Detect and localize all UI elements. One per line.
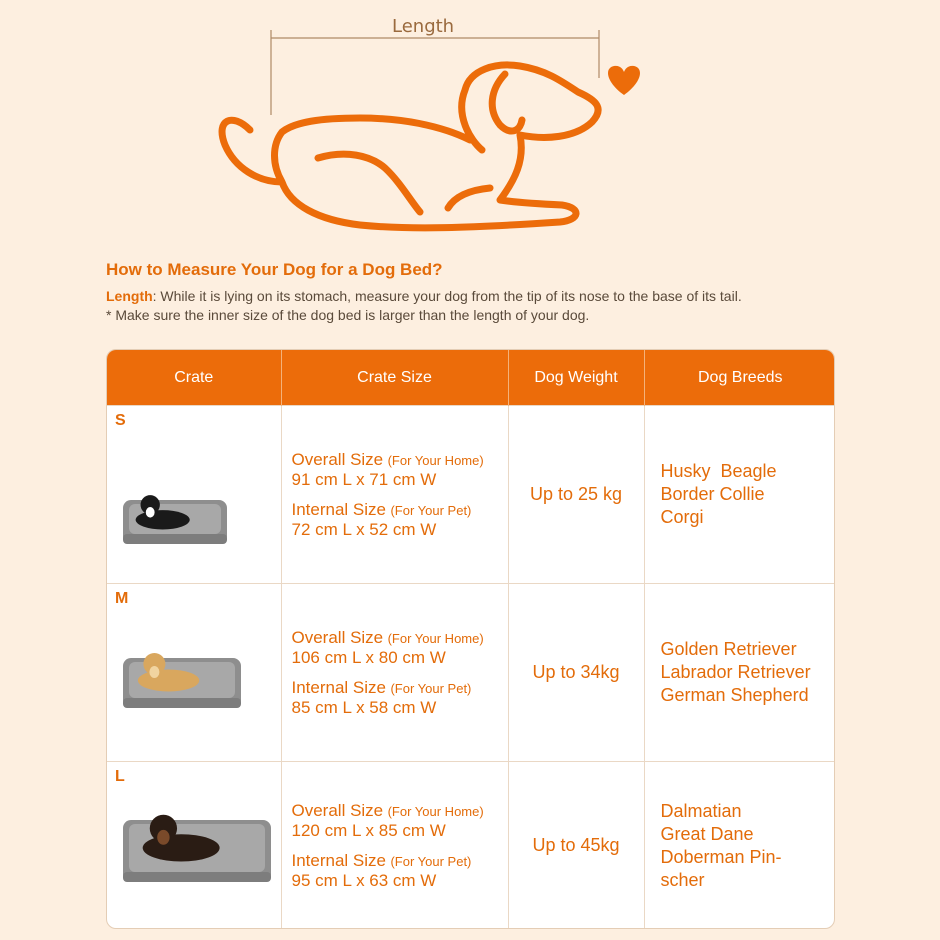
crate-size-cell — [281, 406, 508, 584]
internal-size-label: Internal Size — [291, 677, 386, 697]
crate-cell — [107, 406, 281, 584]
internal-size-label: Internal Size — [291, 850, 386, 870]
dog-weight-cell: Up to 34kg — [508, 584, 644, 762]
length-text: : While it is lying on its stomach, measure your dog from the tip of its nose to the base of its tail. — [152, 288, 742, 304]
dog-measure-diagram — [0, 0, 940, 250]
table-row — [107, 584, 835, 762]
table-row — [107, 406, 835, 584]
length-label: Length — [392, 16, 455, 37]
internal-size-note: (For Your Pet) — [390, 680, 472, 696]
header-crate-size: Crate Size — [281, 350, 508, 406]
dog-bed-photo — [119, 636, 245, 716]
dog-ear-line — [492, 74, 522, 131]
overall-size-note: (For Your Home) — [387, 630, 484, 646]
size-letter: S — [115, 412, 126, 429]
dog-outline-icon — [222, 65, 598, 228]
internal-size-value: 85 cm L x 58 cm W — [291, 697, 437, 717]
breed-line: Border Collie — [660, 484, 765, 504]
breed-line: Golden Retriever — [660, 639, 797, 659]
breed-line: Husky Beagle — [660, 461, 777, 481]
size-table — [106, 349, 835, 929]
overall-size-note: (For Your Home) — [387, 803, 484, 819]
dog-breeds-cell — [644, 762, 835, 930]
size-note: * Make sure the inner size of the dog bed is larger than the length of your dog. — [106, 307, 590, 323]
page-heading: How to Measure Your Dog for a Dog Bed? — [106, 260, 443, 279]
overall-size-note: (For Your Home) — [387, 452, 484, 468]
table-row — [107, 762, 835, 930]
breed-line: German Shepherd — [660, 685, 809, 705]
internal-size-value: 72 cm L x 52 cm W — [291, 519, 437, 539]
breed-line: Dalmatian — [660, 800, 742, 821]
dog-breeds-cell — [644, 406, 835, 584]
overall-size-label: Overall Size — [291, 627, 384, 647]
breed-line: Great Dane — [660, 823, 754, 844]
size-letter: L — [115, 768, 125, 785]
overall-size-value: 120 cm L x 85 cm W — [291, 820, 446, 840]
breed-line: Corgi — [660, 507, 704, 527]
breed-line: Labrador Retriever — [660, 662, 811, 682]
overall-size-value: 91 cm L x 71 cm W — [291, 469, 437, 489]
crate-size-cell — [281, 584, 508, 762]
length-key: Length — [106, 288, 153, 304]
size-letter: M — [115, 590, 129, 607]
crate-cell — [107, 762, 281, 930]
breed-line: scher — [660, 869, 705, 890]
dog-bed-photo — [119, 478, 231, 552]
overall-size-label: Overall Size — [291, 800, 384, 820]
internal-size-value: 95 cm L x 63 cm W — [291, 870, 437, 890]
crate-cell — [107, 584, 281, 762]
breed-line: Doberman Pin- — [660, 846, 782, 867]
dog-weight-cell: Up to 25 kg — [508, 406, 644, 584]
crate-size-cell — [281, 762, 508, 930]
overall-size-value: 106 cm L x 80 cm W — [291, 647, 446, 667]
overall-size-label: Overall Size — [291, 449, 384, 469]
internal-size-label: Internal Size — [291, 499, 386, 519]
dog-bed-photo — [119, 798, 275, 890]
internal-size-note: (For Your Pet) — [390, 853, 472, 869]
header-crate: Crate — [107, 350, 281, 406]
dog-breeds-cell — [644, 584, 835, 762]
header-dog-weight: Dog Weight — [508, 350, 644, 406]
length-instruction — [106, 288, 742, 304]
header-dog-breeds: Dog Breeds — [644, 350, 835, 406]
internal-size-note: (For Your Pet) — [390, 502, 472, 518]
heart-icon — [608, 66, 640, 95]
dog-weight-cell: Up to 45kg — [508, 762, 644, 930]
